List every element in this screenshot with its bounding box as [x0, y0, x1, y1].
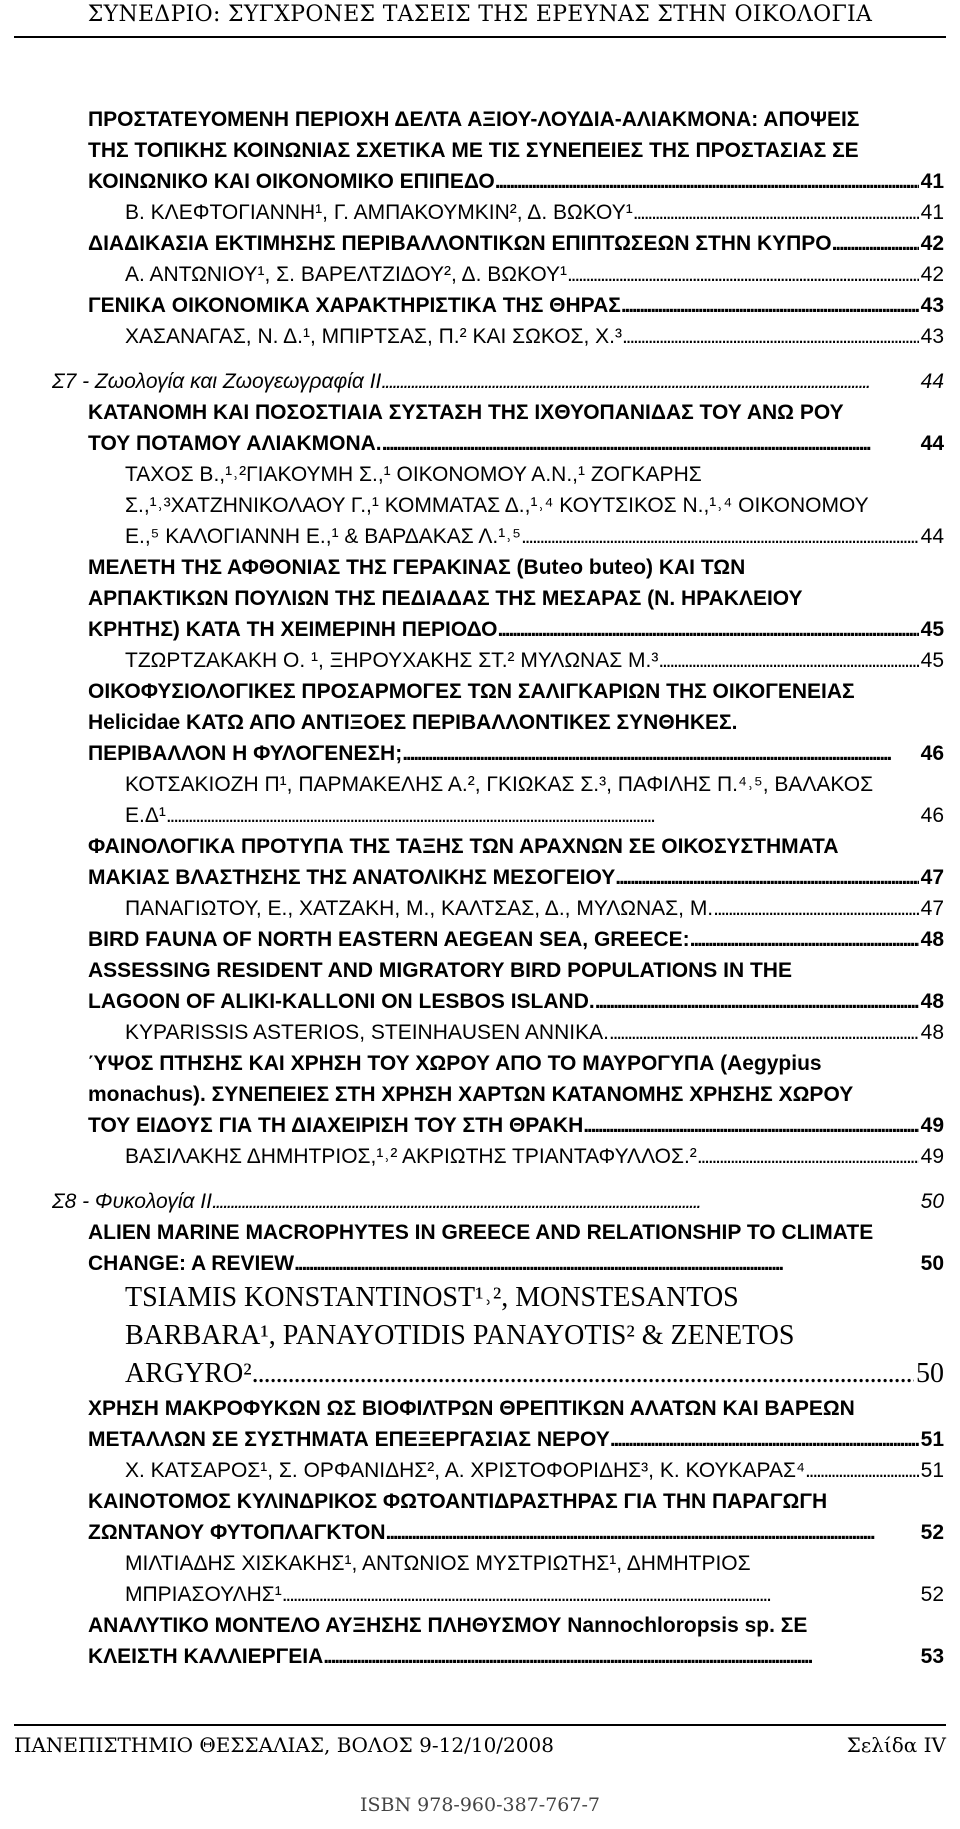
toc-paper-title-line [88, 166, 944, 197]
toc-entry-text: ΠΕΡΙΒΑΛΛΟΝ Η ΦΥΛΟΓΕΝΕΣΗ; [88, 742, 403, 765]
toc-authors-line [125, 259, 944, 290]
toc-entry-text: ΜΙΛΤΙΑΔΗΣ ΧΙΣΚΑΚΗΣ¹, ΑΝΤΩΝΙΟΣ ΜΥΣΤΡΙΩΤΗΣ¹, ΔΗΜΗΤΡΙΟΣ [125, 1552, 751, 1575]
toc-authors-line [125, 800, 944, 831]
toc-entry-text: Ε.Δ¹ [125, 804, 166, 827]
toc-page-number: 43 [920, 294, 944, 317]
footer-rule [14, 1724, 946, 1726]
toc-entry-text: monachus). ΣΥΝΕΠΕΙΕΣ ΣΤΗ ΧΡΗΣΗ ΧΑΡΤΩΝ ΚΑΤΑΝΟΜΗΣ ΧΡΗΣΗΣ ΧΩΡΟΥ [88, 1083, 854, 1106]
toc-page-number: 51 [920, 1428, 944, 1451]
toc-leader-dots [382, 428, 919, 459]
toc-entry-text: ΜΑΚΙΑΣ ΒΛΑΣΤΗΣΗΣ ΤΗΣ ΑΝΑΤΟΛΙΚΗΣ ΜΕΣΟΓΕΙΟΥ [88, 866, 616, 889]
toc-entry-text: ΚΟΤΣΑΚΙΟΖΗ Π¹, ΠΑΡΜΑΚΕΛΗΣ Α.², ΓΚΙΩΚΑΣ Σ.³, ΠΑΦΙΛΗΣ Π.⁴˒⁵, ΒΑΛΑΚΟΣ [125, 773, 874, 796]
toc-entry-text: ΜΠΡΙΑΣΟΥΛΗΣ¹ [125, 1583, 282, 1606]
toc-leader-dots [294, 1248, 919, 1279]
toc-entry-text: ΦΑΙΝΟΛΟΓΙΚΑ ΠΡΟΤΥΠΑ ΤΗΣ ΤΑΞΗΣ ΤΩΝ ΑΡΑΧΝΩΝ ΣΕ ΟΙΚΟΣΥΣΤΗΜΑΤΑ [88, 835, 839, 858]
toc-entry-text: ΠΡΟΣΤΑΤΕΥΟΜΕΝΗ ΠΕΡΙΟΧΗ ΔΕΛΤΑ ΑΞΙΟΥ-ΛΟΥΔΙΑ-ΑΛΙΑΚΜΟΝΑ: ΑΠΟΨΕΙΣ [88, 108, 860, 131]
toc-authors-line [125, 1355, 944, 1393]
toc-leader-dots [282, 1579, 919, 1610]
toc-paper-title-line [88, 831, 944, 862]
toc-leader-dots [690, 924, 919, 955]
toc-paper-title-line [88, 924, 944, 955]
toc-leader-dots [832, 228, 919, 259]
toc-page-number: 51 [920, 1459, 944, 1482]
toc-leader-dots [166, 800, 919, 831]
toc-leader-dots [386, 1517, 919, 1548]
toc-entry-text: ΤΑΧΟΣ Β.,¹˒²ΓΙΑΚΟΥΜΗ Σ.,¹ ΟΙΚΟΝΟΜΟΥ Α.Ν.,¹ ΖΟΓΚΑΡΗΣ [125, 463, 702, 486]
toc-entry-text: ΤΗΣ ΤΟΠΙΚΗΣ ΚΟΙΝΩΝΙΑΣ ΣΧΕΤΙΚΑ ΜΕ ΤΙΣ ΣΥΝΕΠΕΙΕΣ ΤΗΣ ΠΡΟΣΤΑΣΙΑΣ ΣΕ [88, 139, 859, 162]
toc-leader-dots [595, 986, 919, 1017]
toc-paper-title-line [88, 1079, 944, 1110]
toc-page-number: 47 [920, 866, 944, 889]
toc-entry-text: Helicidae ΚΑΤΩ ΑΠΟ ΑΝΤΙΞΟΕΣ ΠΕΡΙΒΑΛΛΟΝΤΙΚΕΣ ΣΥΝΘΗΚΕΣ. [88, 711, 738, 734]
toc-page-number: 43 [920, 325, 944, 348]
toc-page-number: 44 [920, 525, 944, 548]
toc-paper-title-line [88, 397, 944, 428]
toc-paper-title-line [88, 1048, 944, 1079]
toc-page-number: 48 [920, 1021, 944, 1044]
toc-authors-line [125, 769, 944, 800]
toc-leader-dots [609, 1017, 919, 1048]
toc-paper-title-line [88, 1517, 944, 1548]
toc-leader-dots [610, 1424, 919, 1455]
toc-entry-text: ΤΟΥ ΠΟΤΑΜΟΥ ΑΛΙΑΚΜΟΝΑ. [88, 432, 382, 455]
toc-entry-text: ΓΕΝΙΚΑ ΟΙΚΟΝΟΜΙΚΑ ΧΑΡΑΚΤΗΡΙΣΤΙΚΑ ΤΗΣ ΘΗΡΑΣ [88, 294, 621, 317]
toc-entry-text: ΖΩΝΤΑΝΟΥ ΦΥΤΟΠΛΑΓΚΤΟΝ [88, 1521, 386, 1544]
toc-entry-text: CHANGE: A REVIEW [88, 1252, 295, 1275]
toc-entry-text: ΚΛΕΙΣΤΗ ΚΑΛΛΙΕΡΓΕΙΑ [88, 1645, 324, 1668]
toc-entry-text: KYPARISSIS ASTERIOS, STEINHAUSEN ANNIKA. [125, 1021, 609, 1044]
header-rule [14, 36, 946, 38]
toc-entry-text: Α. ΑΝΤΩΝΙΟΥ¹, Σ. ΒΑΡΕΛΤΖΙΔΟΥ², Δ. ΒΩΚΟΥ¹ [125, 263, 567, 286]
toc-section-heading [52, 366, 944, 397]
toc-paper-title-line [88, 135, 944, 166]
toc-paper-title-line [88, 1641, 944, 1672]
toc-paper-title-line [88, 986, 944, 1017]
toc-entry-text: ΎΨΟΣ ΠΤΗΣΗΣ ΚΑΙ ΧΡΗΣΗ ΤΟΥ ΧΩΡΟΥ ΑΠΟ ΤΟ ΜΑΥΡΟΓΥΠΑ (Aegypius [88, 1052, 822, 1075]
toc-page-number: 50 [916, 1358, 944, 1389]
toc-leader-dots [497, 614, 918, 645]
toc-section-heading [52, 1186, 944, 1217]
toc-entry-text: BARBARA¹, PANAYOTIDIS PANAYOTIS² & ZENETOS [125, 1320, 795, 1351]
toc-paper-title-line [88, 1110, 944, 1141]
toc-paper-title-line [88, 1248, 944, 1279]
toc-entry-text: ΜΕΤΑΛΛΩΝ ΣΕ ΣΥΣΤΗΜΑΤΑ ΕΠΕΞΕΡΓΑΣΙΑΣ ΝΕΡΟΥ [88, 1428, 610, 1451]
toc-paper-title-line [88, 1486, 944, 1517]
toc-entry-text: ΒΑΣΙΛΑΚΗΣ ΔΗΜΗΤΡΙΟΣ,¹˒² ΑΚΡΙΩΤΗΣ ΤΡΙΑΝΤΑΦΥΛΛΟΣ.² [125, 1145, 697, 1168]
toc-leader-dots [521, 521, 919, 552]
toc-authors-line [125, 321, 944, 352]
toc-leader-dots [252, 1355, 914, 1393]
toc-authors-line [125, 1279, 944, 1317]
toc-entry-text: ΑΝΑΛΥΤΙΚΟ ΜΟΝΤΕΛΟ ΑΥΞΗΣΗΣ ΠΛΗΘΥΣΜΟΥ Nannochloropsis sp. ΣΕ [88, 1614, 808, 1637]
toc-paper-title-line [88, 290, 944, 321]
toc-page-number: 44 [920, 370, 944, 393]
page-header: ΣΥΝΕΔΡΙΟ: ΣΥΓΧΡΟΝΕΣ ΤΑΣΕΙΣ ΤΗΣ ΕΡΕΥΝΑΣ ΣΤΗΝ ΟΙΚΟΛΟΓΙΑ [87, 2, 873, 27]
toc-authors-line [125, 1455, 944, 1486]
toc-page-number: 45 [920, 649, 944, 672]
toc-entry-text: ΧΡΗΣΗ ΜΑΚΡΟΦΥΚΩΝ ΩΣ ΒΙΟΦΙΛΤΡΩΝ ΘΡΕΠΤΙΚΩΝ ΑΛΑΤΩΝ ΚΑΙ ΒΑΡΕΩΝ [88, 1397, 855, 1420]
toc-authors-line [125, 459, 944, 490]
toc-page-number: 46 [920, 742, 944, 765]
toc-entry-text: Χ. ΚΑΤΣΑΡΟΣ¹, Σ. ΟΡΦΑΝΙΔΗΣ², Α. ΧΡΙΣΤΟΦΟΡΙΔΗΣ³, Κ. ΚΟΥΚΑΡΑΣ⁴ [125, 1459, 805, 1482]
toc-entry-text: Ε.,⁵ ΚΑΛΟΓΙΑΝΝΗ Ε.,¹ & ΒΑΡΔΑΚΑΣ Λ.¹˒⁵ [125, 525, 521, 548]
toc-page-number: 46 [920, 804, 944, 827]
toc-entry-text: BIRD FAUNA OF NORTH EASTERN AEGEAN SEA, GREECE: [88, 928, 690, 951]
toc-entry-text: Β. ΚΛΕΦΤΟΓΙΑΝΝΗ¹, Γ. ΑΜΠΑΚΟΥΜΚΙΝ², Δ. ΒΩΚΟΥ¹ [125, 201, 633, 224]
toc-page-number: 50 [920, 1252, 944, 1275]
toc-leader-dots [567, 259, 919, 290]
toc-leader-dots [697, 1141, 919, 1172]
toc-entry-text: ALIEN MARINE MACROPHYTES IN GREECE AND RELATIONSHIP TO CLIMATE [88, 1221, 874, 1244]
toc-page-number: 41 [920, 170, 944, 193]
toc-leader-dots [713, 893, 918, 924]
toc-entry-text: ΟΙΚΟΦΥΣΙΟΛΟΓΙΚΕΣ ΠΡΟΣΑΡΜΟΓΕΣ ΤΩΝ ΣΑΛΙΓΚΑΡΙΩΝ ΤΗΣ ΟΙΚΟΓΕΝΕΙΑΣ [88, 680, 855, 703]
toc-entry-text: ΠΑΝΑΓΙΩΤΟΥ, Ε., ΧΑΤΖΑΚΗ, Μ., ΚΑΛΤΣΑΣ, Δ., ΜΥΛΩΝΑΣ, Μ. [125, 897, 714, 920]
toc-paper-title-line [88, 1610, 944, 1641]
toc-paper-title-line [88, 862, 944, 893]
toc-leader-dots [621, 290, 919, 321]
toc-authors-line [125, 521, 944, 552]
toc-page-number: 50 [920, 1190, 944, 1213]
footer-venue: ΠΑΝΕΠΙΣΤΗΜΙΟ ΘΕΣΣΑΛΙΑΣ, ΒΟΛΟΣ 9-12/10/2008 [14, 1733, 554, 1757]
toc-leader-dots [583, 1110, 918, 1141]
toc-page-number: 41 [920, 201, 944, 224]
toc-page-number: 47 [920, 897, 944, 920]
toc-leader-dots [381, 366, 918, 397]
toc-page-number: 44 [920, 432, 944, 455]
toc-page-number: 53 [920, 1645, 944, 1668]
toc-entry-text: ΑΡΠΑΚΤΙΚΩΝ ΠΟΥΛΙΩΝ ΤΗΣ ΠΕΔΙΑΔΑΣ ΤΗΣ ΜΕΣΑΡΑΣ (Ν. ΗΡΑΚΛΕΙΟΥ [88, 587, 803, 610]
toc-paper-title-line [88, 614, 944, 645]
toc-leader-dots [212, 1186, 919, 1217]
toc-authors-line [125, 490, 944, 521]
toc-page-number: 52 [920, 1583, 944, 1606]
toc-paper-title-line [88, 583, 944, 614]
toc-authors-line [125, 1317, 944, 1355]
toc-entry-text: ΚΑΤΑΝΟΜΗ ΚΑΙ ΠΟΣΟΣΤΙΑΙΑ ΣΥΣΤΑΣΗ ΤΗΣ ΙΧΘΥΟΠΑΝΙΔΑΣ ΤΟΥ ΑΝΩ ΡΟΥ [88, 401, 844, 424]
toc-paper-title-line [88, 1393, 944, 1424]
toc-paper-title-line [88, 676, 944, 707]
toc-page-number: 42 [920, 232, 944, 255]
toc-authors-line [125, 1548, 944, 1579]
toc-page-number: 49 [920, 1145, 944, 1168]
toc-entry-text: ΤΖΩΡΤΖΑΚΑΚΗ Ο. ¹, ΞΗΡΟΥΧΑΚΗΣ ΣΤ.² ΜΥΛΩΝΑΣ Μ.³ [125, 649, 659, 672]
toc-paper-title-line [88, 552, 944, 583]
toc-leader-dots [633, 197, 919, 228]
toc-entry-text: Σ7 - Ζωολογία και Ζωογεωγραφία ΙΙ [52, 370, 382, 393]
footer-page-number: Σελίδα IV [846, 1733, 946, 1757]
toc-page-number: 52 [920, 1521, 944, 1544]
toc-leader-dots [658, 645, 918, 676]
toc-entry-text: ASSESSING RESIDENT AND MIGRATORY BIRD POPULATIONS IN THE [88, 959, 792, 982]
toc-authors-line [125, 893, 944, 924]
section-gap [0, 352, 960, 366]
toc-paper-title-line [88, 1424, 944, 1455]
section-gap [0, 1172, 960, 1186]
toc-entry-text: ΔΙΑΔΙΚΑΣΙΑ ΕΚΤΙΜΗΣΗΣ ΠΕΡΙΒΑΛΛΟΝΤΙΚΩΝ ΕΠΙΠΤΩΣΕΩΝ ΣΤΗΝ ΚΥΠΡΟ [88, 232, 832, 255]
toc-entry-text: ΚΟΙΝΩΝΙΚΟ ΚΑΙ ΟΙΚΟΝΟΜΙΚΟ ΕΠΙΠΕΔΟ [88, 170, 495, 193]
toc-entry-text: ΤΟΥ ΕΙΔΟΥΣ ΓΙΑ ΤΗ ΔΙΑΧΕΙΡΙΣΗ ΤΟΥ ΣΤΗ ΘΡΑΚΗ [88, 1114, 584, 1137]
toc-authors-line [125, 645, 944, 676]
toc-paper-title-line [88, 955, 944, 986]
toc-entry-text: ΚΑΙΝΟΤΟΜΟΣ ΚΥΛΙΝΔΡΙΚΟΣ ΦΩΤΟΑΝΤΙΔΡΑΣΤΗΡΑΣ ΓΙΑ ΤΗΝ ΠΑΡΑΓΩΓΗ [88, 1490, 828, 1513]
toc-page-number: 48 [920, 928, 944, 951]
toc-paper-title-line [88, 104, 944, 135]
toc-entry-text: Σ.,¹˒³ΧΑΤΖΗΝΙΚΟΛΑΟΥ Γ.,¹ ΚΟΜΜΑΤΑΣ Δ.,¹˒⁴ ΚΟΥΤΣΙΚΟΣ Ν.,¹˒⁴ ΟΙΚΟΝΟΜΟΥ [125, 494, 869, 517]
toc-leader-dots [622, 321, 919, 352]
toc-authors-line [125, 1017, 944, 1048]
toc-page-number: 45 [920, 618, 944, 641]
toc-paper-title-line [88, 707, 944, 738]
toc-paper-title-line [88, 1217, 944, 1248]
toc-leader-dots [805, 1455, 919, 1486]
isbn: ISBN 978-960-387-767-7 [360, 1794, 600, 1816]
toc-entry-text: ΧΑΣΑΝΑΓΑΣ, Ν. Δ.¹, ΜΠΙΡΤΣΑΣ, Π.² ΚΑΙ ΣΩΚΟΣ, Χ.³ [125, 325, 623, 348]
toc-authors-line [125, 197, 944, 228]
toc-page-number: 48 [920, 990, 944, 1013]
toc-leader-dots [495, 166, 919, 197]
toc-entry-text: Σ8 - Φυκολογία ΙΙ [52, 1190, 212, 1213]
table-of-contents [0, 104, 960, 1672]
toc-paper-title-line [88, 738, 944, 769]
toc-paper-title-line [88, 228, 944, 259]
toc-paper-title-line [88, 428, 944, 459]
toc-entry-text: ΚΡΗΤΗΣ) ΚΑΤΑ ΤΗ ΧΕΙΜΕΡΙΝΗ ΠΕΡΙΟΔΟ [88, 618, 498, 641]
toc-leader-dots [402, 738, 918, 769]
toc-leader-dots [615, 862, 918, 893]
toc-entry-text: LAGOON OF ALIKI-KALLONI ON LESBOS ISLAND. [88, 990, 595, 1013]
toc-page-number: 42 [920, 263, 944, 286]
toc-authors-line [125, 1579, 944, 1610]
toc-authors-line [125, 1141, 944, 1172]
toc-entry-text: TSIAMIS KONSTANTINOST¹˒², MONSTESANTOS [125, 1282, 739, 1313]
toc-entry-text: ARGYRO² [125, 1358, 252, 1389]
toc-entry-text: ΜΕΛΕΤΗ ΤΗΣ ΑΦΘΟΝΙΑΣ ΤΗΣ ΓΕΡΑΚΙΝΑΣ (Buteo buteo) ΚΑΙ ΤΩΝ [88, 556, 746, 579]
toc-page-number: 49 [920, 1114, 944, 1137]
toc-leader-dots [323, 1641, 918, 1672]
